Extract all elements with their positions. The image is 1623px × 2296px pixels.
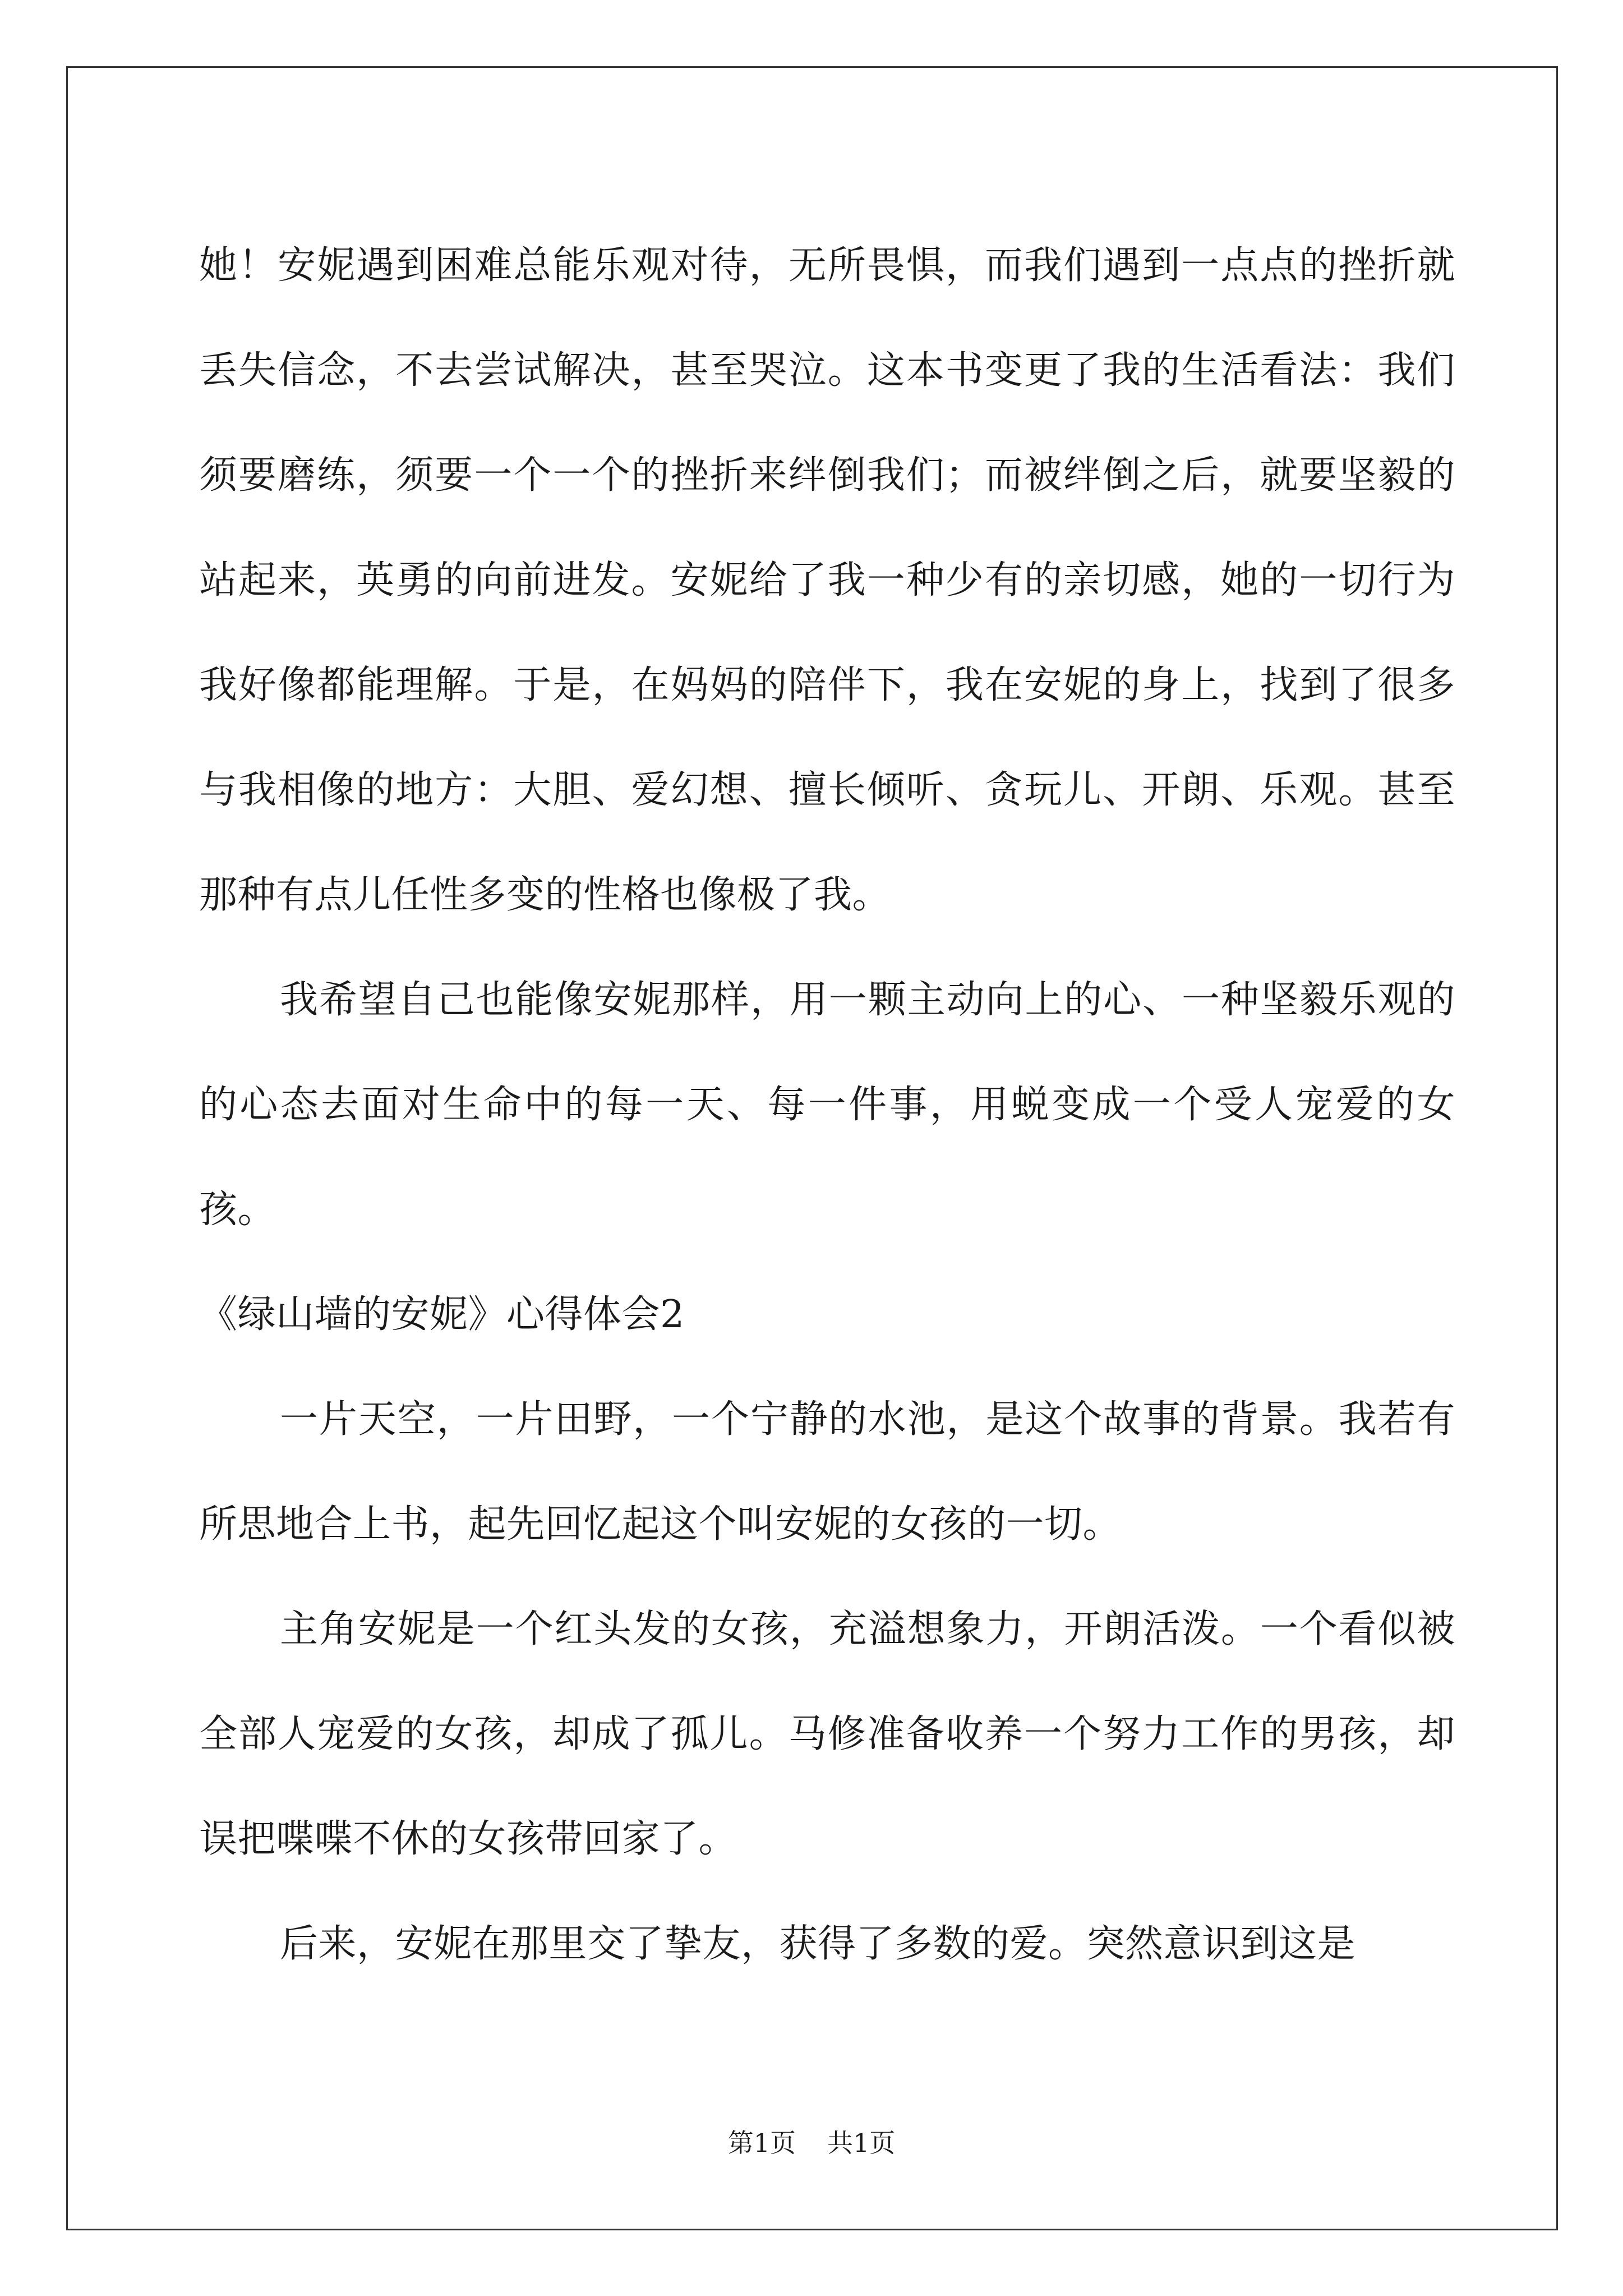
document-body [199,213,1455,1996]
paragraph-continuation: 她！安妮遇到困难总能乐观对待，无所畏惧，而我们遇到一点点的挫折就丢失信念，不去尝试解决，甚至哭泣。这本书变更了我的生活看法：我们须要磨练，须要一个一个的挫折来绊倒我们；而被绊倒之后，就要坚毅的站起来，英勇的向前进发。安妮给了我一种少有的亲切感，她的一切行为我好像都能理解。于是，在妈妈的陪伴下，我在安妮的身上，找到了很多与我相像的地方：大胆、爱幻想、擅长倾听、贪玩儿、开朗、乐观。甚至那种有点儿任性多变的性格也像极了我。 [199,243,1455,917]
paragraph-hope: 我希望自己也能像安妮那样，用一颗主动向上的心、一种坚毅乐观的的心态去面对生命中的每一天、每一件事，用蜕变成一个受人宠爱的女孩。 [199,978,1455,1232]
paragraph-later: 后来，安妮在那里交了挚友，获得了多数的爱。突然意识到这是 [280,1922,1356,1966]
section-heading: 《绿山墙的安妮》心得体会2 [199,1292,685,1337]
paragraph-protagonist: 主角安妮是一个红头发的女孩，充溢想象力，开朗活泼。一个看似被全部人宠爱的女孩，却成了孤儿。马修准备收养一个努力工作的男孩，却误把喋喋不休的女孩带回家了。 [199,1607,1455,1861]
page-number-current: 第1页 [727,2128,796,2158]
paragraph-setting: 一片天空，一片田野，一个宁静的水池，是这个故事的背景。我若有所思地合上书，起先回忆起这个叫安妮的女孩的一切。 [199,1397,1455,1547]
page-footer [0,2126,1623,2160]
page-number-total: 共1页 [827,2128,896,2158]
